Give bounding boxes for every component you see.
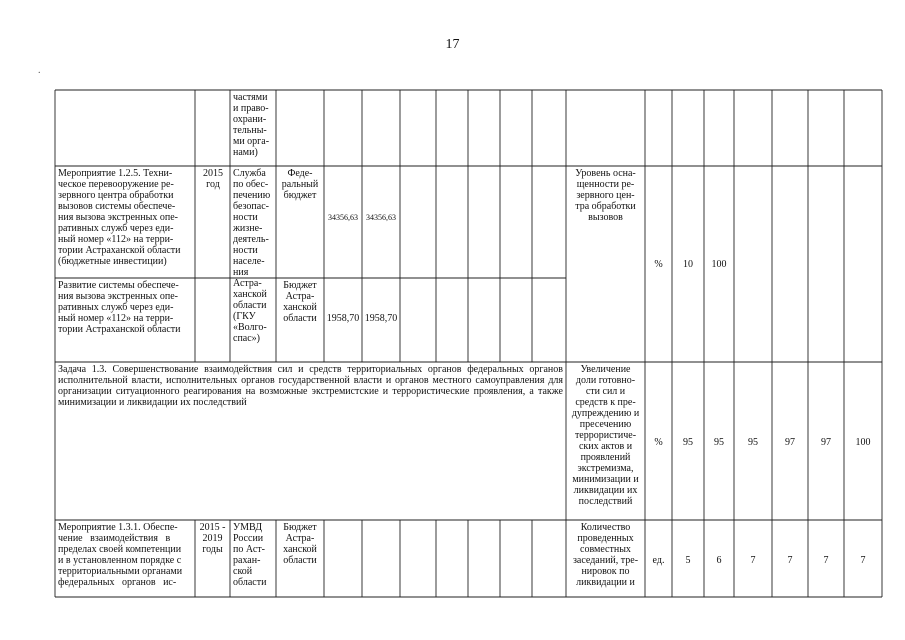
measure-1-3-1-value-1: 5 [685,555,691,566]
task-1-3-value-3: 95 [748,437,758,448]
measure-1-3-1-value-5: 7 [823,555,829,566]
measure-1-2-5-base: 10 [683,259,693,270]
measure-1-3-1-value-3: 7 [750,555,756,566]
measure-1-2-5-indicator: Уровень осна- щенности ре- зервного цен- тра обработки вызовов [575,168,636,223]
measure-1-2-5-value: 100 [711,259,727,270]
task-1-3-unit: % [654,437,663,448]
task-1-3-value-2: 95 [714,437,724,448]
dev-112-total: 1958,70 [326,313,360,324]
measure-1-3-1-value-6: 7 [860,555,866,566]
dev-112-2015: 1958,70 [364,313,398,324]
measure-1-3-1-indicator: Количество проведенных совместных заседаний, тре- нировок по ликвидации и [572,522,639,588]
task-1-3-value-4: 97 [785,437,795,448]
measure-1-3-1-value-4: 7 [787,555,793,566]
measure-1-3-1-value-2: 6 [716,555,722,566]
dev-112-source: Бюджет Астра- ханской области [283,280,317,324]
measure-1-2-5-name: Мероприятие 1.2.5. Техни- ческое перевооружение ре- зервного центра обработки вызовов системы обеспече- ния вызова экстренных опе- ративных служб через еди- ный номер «112» на терри- тории Астраханской области (бюджетные инвестиции) [58,168,181,267]
measure-1-2-5-source: Феде- ральный бюджет [281,168,319,201]
measure-1-2-5-unit: % [654,259,663,270]
measure-1-3-1-unit: ед. [652,555,665,566]
task-1-3-text: Задача 1.3. Совершенствование взаимодействия сил и средств территориальных органов федеральных органов исполнительной власти, исполнительных органов государственной власти и органов местного самоуправления для организации ситуационного реагирования на возможные экстремистские и террористические проявления, а также минимизации и ликвидации их последствий [58,364,563,408]
measure-1-2-5-executor: Служба по обес- печению безопас- ности жизне- деятель- ности населе- ния Астра- ханской области (ГКУ «Волго- спас») [233,168,271,344]
task-1-3-indicator: Увеличение доли готовно- сти сил и средств к пре- дупреждению и пресечению террористиче- ских актов и проявлений экстремизма, минимизации и ликвидации их последствий [571,364,640,507]
task-1-3-value-1: 95 [683,437,693,448]
measure-1-2-5-total: 34356,63 [328,213,358,222]
measure-1-2-5-2015: 34356,63 [366,213,396,222]
measure-1-3-1-executor: УМВД России по Аст- рахан- ской области [233,522,267,588]
measure-1-3-1-name: Мероприятие 1.3.1. Обеспе- чение взаимодействия в пределах своей компетенции и в установленном порядке с территориальными органами федеральных органов ис- [58,522,183,588]
measure-1-2-5-year: 2015 год [203,168,223,190]
task-1-3-value-5: 97 [821,437,831,448]
measure-1-3-1-year: 2015 - 2019 годы [199,522,226,555]
task-1-3-value-6: 100 [855,437,871,448]
page-number: 17 [445,37,460,52]
measure-1-3-1-source: Бюджет Астра- ханской области [283,522,317,566]
dev-112-name: Развитие системы обеспече- ния вызова экстренных опе- ративных служб через еди- ный номер «112» на терри- тории Астраханской области [58,280,181,335]
scan-speck: . [38,65,41,76]
executor-continuation: частями и право- охрани- тельны- ми орга- нами) [233,92,270,158]
